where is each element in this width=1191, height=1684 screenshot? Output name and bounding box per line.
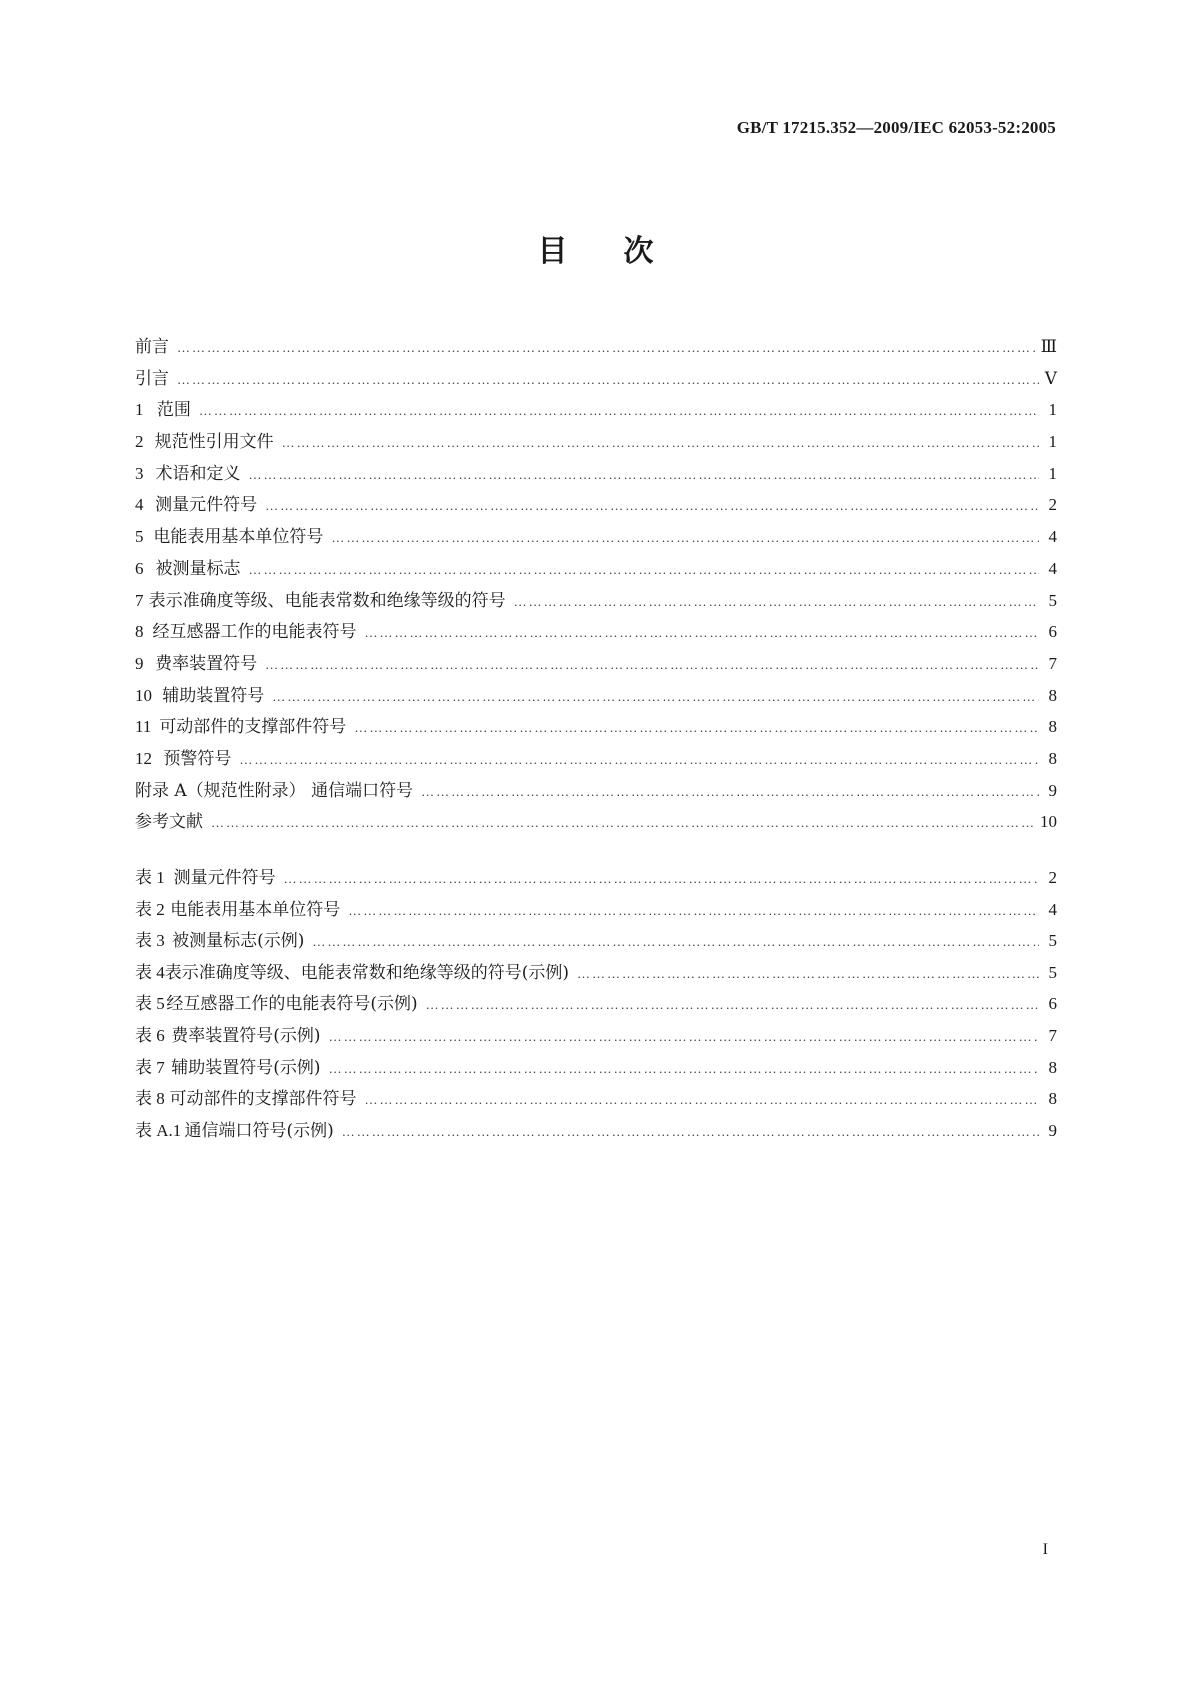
table-entry-7[interactable] <box>135 1052 1057 1084</box>
toc-entry-number: 3 <box>135 463 144 483</box>
toc-entry-label: 附录 A（规范性附录） 通信端口符号 <box>135 780 414 801</box>
toc-title: 目次 <box>537 234 710 269</box>
table-entry-number: 表 4 <box>135 962 165 982</box>
toc-entry-label: 可动部件的支撑部件符号 <box>159 717 347 738</box>
dot-leader <box>249 459 1039 491</box>
toc-entry-foreword[interactable] <box>135 331 1057 363</box>
dot-leader <box>211 807 1034 839</box>
table-entry-number: 表 3 <box>135 931 165 951</box>
toc-entry-number: 1 <box>135 400 144 420</box>
dot-leader <box>342 1116 1039 1148</box>
toc-entry-page: Ⅴ <box>1044 368 1057 388</box>
table-entry-page: 7 <box>1048 1025 1057 1045</box>
table-entry-page: 5 <box>1048 931 1057 951</box>
toc-entry-4[interactable] <box>135 489 1057 521</box>
dot-leader <box>177 332 1035 364</box>
toc-entry-number: 10 <box>135 685 152 705</box>
dot-leader <box>354 712 1039 744</box>
toc-entry-10[interactable] <box>135 680 1057 712</box>
toc-entry-bibliography[interactable] <box>135 806 1057 838</box>
toc-entry-introduction[interactable] <box>135 363 1057 395</box>
table-entry-8[interactable] <box>135 1083 1057 1115</box>
dot-leader <box>265 490 1039 522</box>
dot-leader <box>177 364 1039 396</box>
toc-entry-page: 4 <box>1048 527 1057 547</box>
toc-entry-label: 术语和定义 <box>155 463 241 484</box>
dot-leader <box>282 427 1039 459</box>
dot-leader <box>199 395 1039 427</box>
dot-leader <box>239 744 1039 776</box>
page-folio: I <box>1042 1541 1048 1558</box>
toc-main-list <box>135 331 1057 838</box>
dot-leader <box>421 776 1039 808</box>
toc-entry-11[interactable] <box>135 711 1057 743</box>
toc-entry-page: 2 <box>1048 495 1057 515</box>
table-entry-2[interactable] <box>135 894 1057 926</box>
toc-entry-number: 9 <box>135 653 144 673</box>
toc-entry-number: 8 <box>135 622 144 642</box>
dot-leader <box>312 926 1039 958</box>
table-entry-page: 6 <box>1048 994 1057 1014</box>
toc-entry-label: 前言 <box>135 337 169 357</box>
table-entry-number: 表 6 <box>135 1025 165 1045</box>
table-entry-5[interactable] <box>135 988 1057 1020</box>
table-entry-number: 表 1 <box>135 868 165 887</box>
table-entry-number: 表 8 <box>135 1089 165 1109</box>
table-entry-page: 2 <box>1048 868 1057 887</box>
table-entry-page: 8 <box>1048 1089 1057 1109</box>
table-entry-label: 电能表用基本单位符号 <box>170 899 341 920</box>
toc-entry-number: 11 <box>135 717 152 737</box>
table-entry-a1[interactable] <box>135 1115 1057 1147</box>
table-entry-label: 费率装置符号(示例) <box>171 1025 321 1046</box>
dot-leader <box>514 586 1039 618</box>
table-entry-label: 辅助装置符号(示例) <box>171 1057 321 1078</box>
table-entry-number: 表 A.1 <box>135 1120 182 1140</box>
dot-leader <box>265 649 1039 681</box>
dot-leader <box>364 1084 1039 1116</box>
toc-entry-9[interactable] <box>135 648 1057 680</box>
toc-entry-page: 8 <box>1048 717 1057 737</box>
toc-entry-page: 1 <box>1048 463 1057 483</box>
toc-entry-label: 测量元件符号 <box>155 495 258 516</box>
table-entry-label: 经互感器工作的电能表符号(示例) <box>166 994 418 1015</box>
toc-entry-3[interactable] <box>135 458 1057 490</box>
table-entry-label: 表示准确度等级、电能表常数和绝缘等级的符号(示例) <box>164 962 570 983</box>
dot-leader <box>272 681 1039 713</box>
toc-entry-page: 6 <box>1048 622 1057 642</box>
toc-entry-page: 1 <box>1048 400 1057 420</box>
dot-leader <box>284 863 1039 895</box>
dot-leader <box>329 1021 1039 1053</box>
dot-leader <box>365 617 1039 649</box>
toc-entry-page: 7 <box>1048 653 1057 673</box>
table-entry-3[interactable] <box>135 925 1057 957</box>
toc-entry-page: 8 <box>1048 748 1057 768</box>
dot-leader <box>329 1053 1039 1085</box>
toc-entry-2[interactable] <box>135 426 1057 458</box>
table-entry-page: 5 <box>1048 962 1057 982</box>
dot-leader <box>348 895 1039 927</box>
toc-entry-label: 被测量标志 <box>155 558 241 579</box>
toc-entry-page: 4 <box>1048 558 1057 578</box>
toc-entry-number: 5 <box>135 527 144 547</box>
toc-entry-page: Ⅲ <box>1040 337 1057 356</box>
table-entry-label: 被测量标志(示例) <box>172 931 305 952</box>
toc-entry-page: 9 <box>1048 780 1057 800</box>
toc-entry-label: 经互感器工作的电能表符号 <box>152 622 357 643</box>
toc-entry-12[interactable] <box>135 743 1057 775</box>
toc-entry-page: 10 <box>1040 812 1057 832</box>
table-entry-page: 8 <box>1048 1057 1057 1077</box>
toc-entry-6[interactable] <box>135 553 1057 585</box>
table-entry-label: 测量元件符号 <box>173 868 276 888</box>
table-entry-1[interactable] <box>135 862 1057 894</box>
standard-number-header: GB/T 17215.352—2009/IEC 62053-52:2005 <box>736 118 1056 137</box>
toc-entry-label: 参考文献 <box>135 812 203 833</box>
dot-leader <box>331 522 1039 554</box>
toc-entry-label: 费率装置符号 <box>155 653 258 674</box>
table-entry-page: 9 <box>1048 1120 1057 1140</box>
toc-entry-label: 预警符号 <box>163 748 232 769</box>
toc-entry-label: 辅助装置符号 <box>162 685 265 706</box>
toc-entry-number: 2 <box>135 432 144 452</box>
table-entry-label: 可动部件的支撑部件符号 <box>169 1089 357 1110</box>
toc-entry-number: 6 <box>135 558 144 578</box>
table-entry-number: 表 7 <box>135 1057 165 1077</box>
toc-entry-number: 12 <box>135 748 152 768</box>
table-entry-number: 表 5 <box>135 994 165 1014</box>
toc-entry-label: 表示准确度等级、电能表常数和绝缘等级的符号 <box>148 590 506 611</box>
toc-entry-annex-a[interactable] <box>135 775 1057 807</box>
toc-entry-number: 7 <box>135 590 144 610</box>
toc-entry-7[interactable] <box>135 585 1057 617</box>
table-entry-page: 4 <box>1048 899 1057 919</box>
toc-entry-1[interactable] <box>135 394 1057 426</box>
toc-entry-number: 4 <box>135 495 144 515</box>
table-entry-6[interactable] <box>135 1020 1057 1052</box>
toc-entry-page: 8 <box>1048 685 1057 705</box>
dot-leader <box>426 989 1039 1021</box>
toc-entry-label: 电能表用基本单位符号 <box>153 527 324 548</box>
toc-entry-label: 规范性引用文件 <box>154 432 274 453</box>
dot-leader <box>577 958 1039 990</box>
toc-entry-page: 5 <box>1048 590 1057 610</box>
toc-tables-list <box>135 862 1057 1146</box>
toc-entry-8[interactable] <box>135 616 1057 648</box>
toc-entry-label: 引言 <box>135 368 169 389</box>
table-entry-number: 表 2 <box>135 899 165 919</box>
table-entry-label: 通信端口符号(示例) <box>184 1120 334 1141</box>
dot-leader <box>249 554 1039 586</box>
toc-entry-5[interactable] <box>135 521 1057 553</box>
toc-entry-page: 1 <box>1048 432 1057 452</box>
table-entry-4[interactable] <box>135 957 1057 989</box>
toc-entry-label: 范围 <box>156 400 191 421</box>
